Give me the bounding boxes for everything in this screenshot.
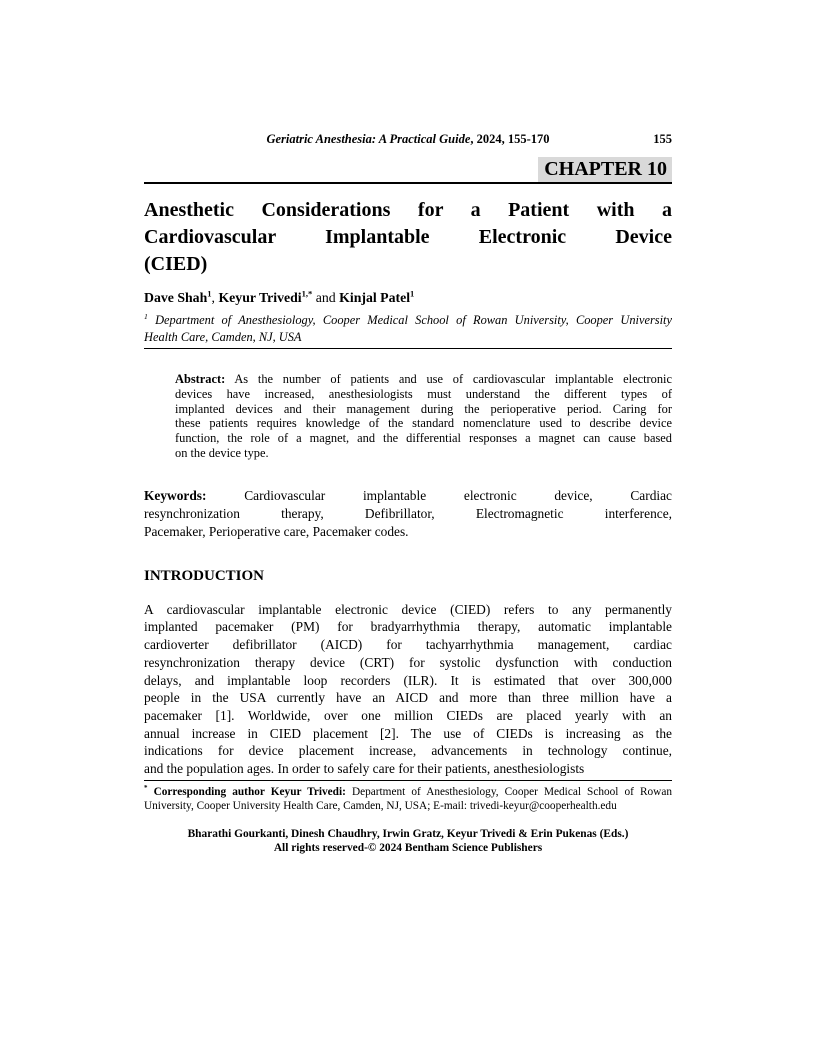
text-line: [144, 786, 672, 800]
text-line: on the device type.: [175, 445, 269, 460]
text-line: delays, and implantable loop recorders (ILR). It is estimated that over 300,000: [144, 672, 672, 688]
author-name: [218, 290, 312, 305]
author-conjunction: and: [312, 290, 340, 305]
affiliation-block: [144, 312, 672, 346]
text-line: implanted pacemaker (PM) for bradyarrhythmia therapy, automatic implantable: [144, 619, 672, 635]
section-heading-introduction: INTRODUCTION: [144, 567, 265, 584]
text-line: indications for device placement increase, advancements in technology continue,: [144, 743, 672, 759]
abstract-label: Abstract:: [175, 372, 226, 386]
footnote-marker: *: [144, 784, 148, 793]
text-line: people in the USA currently have an AICD and more than three million have a: [144, 690, 672, 706]
rights-line: All rights reserved-© 2024 Bentham Science Publishers: [273, 841, 543, 854]
journal-title: Geriatric Anesthesia: A Practical Guide: [266, 132, 471, 146]
text-line: [175, 372, 672, 387]
text-line: Pacemaker, Perioperative care, Pacemaker codes.: [144, 523, 409, 539]
text-line: A cardiovascular implantable electronic device (CIED) refers to any permanently: [144, 601, 672, 617]
journal-citation-suffix: , 2024, 155-170: [470, 132, 550, 146]
author-name: [144, 290, 212, 305]
editors-line: Bharathi Gourkanti, Dinesh Chaudhry, Irwin Gratz, Keyur Trivedi & Erin Pukenas (Eds.): [187, 828, 629, 841]
text-line: function, the role of a magnet, and the differential responses a magnet can cause based: [175, 431, 672, 446]
chapter-label: CHAPTER 10: [538, 157, 672, 182]
text-line: annual increase in CIED placement [2]. The use of CIEDs is increasing as the: [144, 725, 672, 741]
article-title: [144, 197, 672, 278]
author-affiliation-marker: 1,*: [301, 288, 313, 299]
text-line: cardioverter defibrillator (AICD) for tachyarrhythmia management, cardiac: [144, 637, 672, 653]
keywords-label: Keywords:: [144, 487, 207, 503]
affiliation-line: Health Care, Camden, NJ, USA: [144, 330, 302, 344]
text-line: [144, 487, 672, 505]
text-line: these patients requires knowledge of the standard nomenclature used to describe device: [175, 416, 672, 431]
text-line: implanted devices and their management during the perioperative period. Caring for: [175, 401, 672, 416]
journal-citation: [266, 132, 549, 146]
affiliation-line: [144, 312, 672, 329]
abstract-block: [175, 372, 672, 461]
footnote-label: Corresponding author Keyur Trivedi:: [153, 785, 346, 798]
author-name-text: Kinjal Patel: [339, 290, 411, 305]
chapter-heading-row: [144, 157, 672, 184]
introduction-paragraph: [144, 601, 672, 778]
author-affiliation-marker: 1: [207, 288, 212, 299]
affiliation-marker: 1: [144, 311, 148, 321]
running-head-row: [144, 131, 672, 147]
author-name: [339, 290, 414, 305]
author-affiliation-marker: 1: [410, 288, 415, 299]
keywords-block: [144, 487, 672, 541]
section-divider: [144, 348, 672, 349]
text-line: resynchronization therapy, Defibrillator, Electromagnetic interference,: [144, 505, 672, 521]
page-number: 155: [653, 132, 672, 146]
text-line: and the population ages. In order to safely care for their patients, anesthesiologists: [144, 761, 585, 777]
author-separator: ,: [211, 290, 219, 305]
corresponding-author-footnote: [144, 780, 672, 814]
keywords-text: Cardiovascular implantable electronic device, Cardiac: [206, 487, 672, 503]
footnote-text: Department of Anesthesiology, Cooper Medical School of Rowan: [345, 785, 672, 798]
abstract-text: As the number of patients and use of cardiovascular implantable electronic: [225, 372, 672, 386]
title-line: (CIED): [144, 253, 208, 275]
title-line: Anesthetic Considerations for a Patient with a: [144, 199, 672, 221]
book-footer: [144, 828, 672, 855]
authors-line: [144, 289, 672, 307]
title-line: Cardiovascular Implantable Electronic Device: [144, 226, 672, 248]
author-name-text: Dave Shah: [144, 290, 208, 305]
author-name-text: Keyur Trivedi: [218, 290, 302, 305]
text-line: pacemaker [1]. Worldwide, over one million CIEDs are placed yearly with an: [144, 708, 672, 723]
text-line: devices have increased, anesthesiologists must understand the different types of: [175, 386, 672, 401]
text-line: resynchronization therapy device (CRT) for systolic dysfunction with conduction: [144, 654, 672, 670]
affiliation-text: Department of Anesthesiology, Cooper Medical School of Rowan University, Cooper University: [147, 313, 672, 327]
text-line: University, Cooper University Health Care, Camden, NJ, USA; E-mail: trivedi-keyur@cooperhealth.edu: [144, 799, 617, 812]
